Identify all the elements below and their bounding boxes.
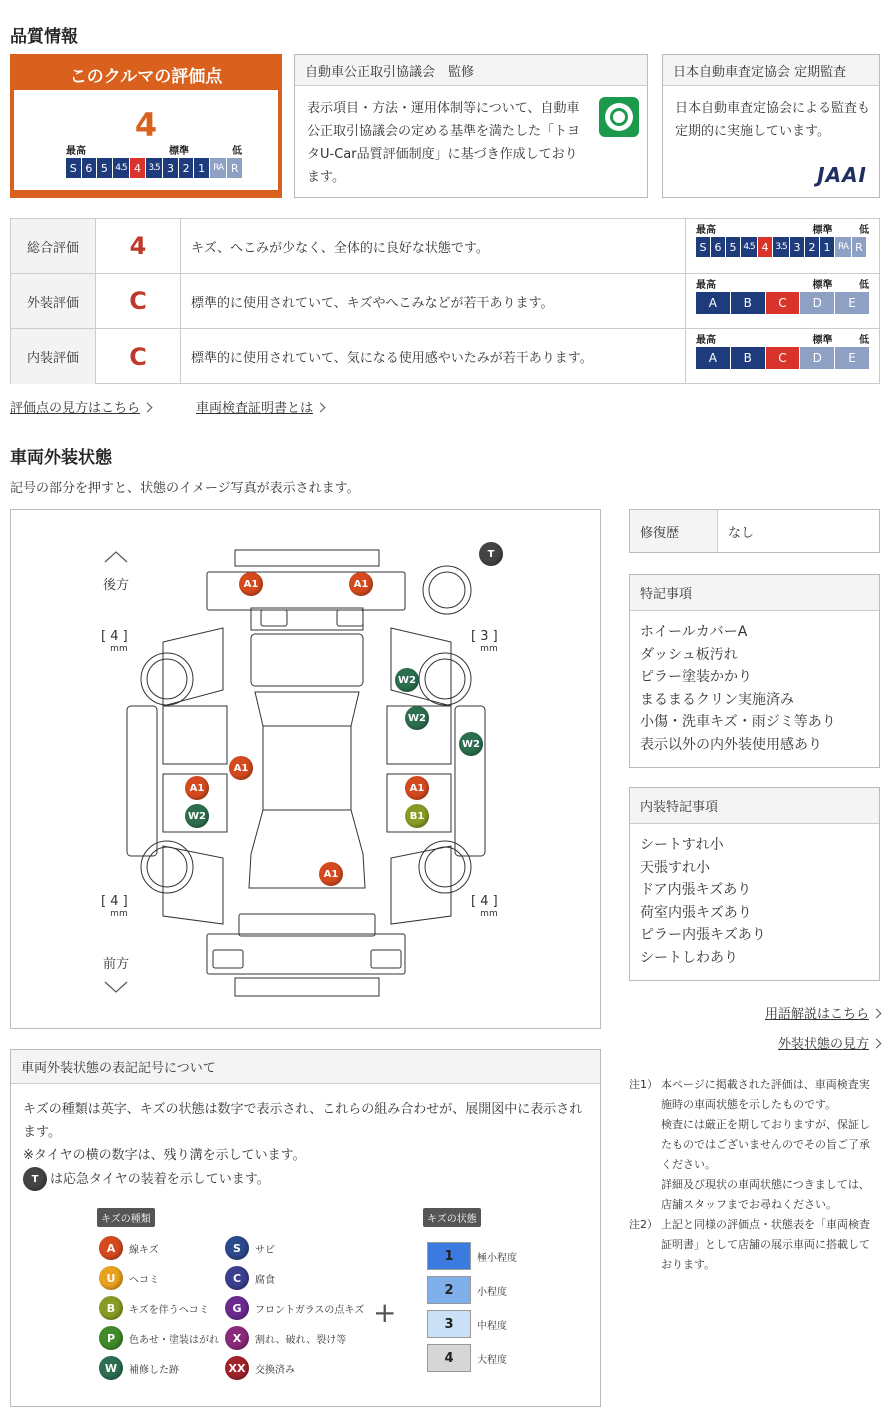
level-label: 小程度 — [477, 1286, 507, 1298]
level-badge: 1 — [427, 1242, 471, 1270]
scale-label: 標準 — [812, 280, 833, 291]
damage-marker[interactable]: W2 — [459, 732, 483, 756]
scale-cell: 2 — [179, 158, 194, 178]
scale-cell: R — [852, 237, 866, 257]
scale-label: 低 — [859, 335, 869, 346]
damage-marker[interactable]: A1 — [405, 776, 429, 800]
scale-cell: B — [731, 292, 765, 314]
spare-tire-icon: T — [23, 1167, 47, 1191]
grades-table — [10, 218, 880, 384]
type-w-icon: W — [99, 1356, 123, 1380]
scale-cell: B — [731, 347, 765, 369]
legend-body: キズの種類は英字、キズの状態は数字で表示され、これらの組み合わせが、展開図中に表示されます。 ※タイヤの横の数字は、残り溝を示しています。 T は応急タイヤの装着を示しています。 — [23, 1098, 589, 1191]
damage-marker[interactable]: A1 — [229, 756, 253, 780]
legend-type — [99, 1326, 219, 1350]
scale-cell: 4 — [758, 237, 772, 257]
grade-desc: キズ、へこみが少なく、全体的に良好な状態です。 — [181, 219, 686, 273]
scale-label: 低 — [859, 225, 869, 236]
scale-label: 最高 — [696, 280, 716, 291]
glossary-link[interactable]: 用語解説はこちら — [765, 1003, 880, 1022]
list-item: 天張すれ小 — [640, 859, 710, 876]
scale-cell: A — [696, 292, 730, 314]
scale-label: 最高 — [696, 225, 716, 236]
special-title: 特記事項 — [630, 575, 879, 611]
damage-marker[interactable]: W2 — [185, 804, 209, 828]
scale-cell: 3.5 — [146, 158, 163, 178]
scale-cell: D — [800, 347, 834, 369]
legend-type — [99, 1356, 179, 1380]
type-p-icon: P — [99, 1326, 123, 1350]
assoc-body: 表示項目・方法・運用体制等について、自動車公正取引協議会の定める基準を満たした「トヨタU-Car品質評価制度」に基づき作成しております。 — [307, 101, 581, 185]
repair-label: 修復歴 — [630, 510, 718, 552]
special-box — [629, 574, 880, 768]
score-card — [10, 54, 282, 198]
legend-type — [99, 1266, 159, 1290]
interior-box — [629, 787, 880, 981]
list-item: ピラー塗装かかり — [640, 669, 752, 685]
scale-cell: 1 — [194, 158, 209, 178]
type-xx-icon: XX — [225, 1356, 249, 1380]
list-item: ホイールカバーA — [640, 624, 748, 640]
notes: 注1） 本ページに掲載された評価は、車両検査実施時の車両状態を示したものです。 検査には厳正を期しておりますが、保証したものではございませんのでその旨ご了承ください。 詳細及び現状の車両状態につきましては、店舗スタッフまでお尋ねください。 注2） 上記と同様の評価点・状態表を「車両検査証明書」として店舗の展示車両に搭載しております。 — [629, 1078, 870, 1271]
level-badge: 3 — [427, 1310, 471, 1338]
tread-front-left: [ 4 ] mm — [101, 894, 128, 919]
exterior-subtitle: 記号の部分を押すと、状態のイメージ写真が表示されます。 — [10, 481, 360, 496]
scale-cell: 1 — [820, 237, 834, 257]
legend-type — [225, 1356, 295, 1380]
score-value: 4 — [134, 106, 158, 144]
scale-cell: E — [835, 347, 869, 369]
score-scale — [66, 158, 242, 178]
damage-marker[interactable]: W2 — [405, 706, 429, 730]
grade-desc: 標準的に使用されていて、キズやへこみなどが若干あります。 — [181, 274, 686, 328]
grade-desc: 標準的に使用されていて、気になる使用感やいたみが若干あります。 — [181, 329, 686, 384]
chevron-right-icon — [143, 403, 153, 413]
legend-type — [99, 1236, 159, 1260]
grade-label: 総合評価 — [11, 219, 96, 273]
legend-box — [10, 1049, 601, 1407]
list-item: まるまるクリン実施済み — [640, 691, 794, 708]
type-x-icon: X — [225, 1326, 249, 1350]
list-item: 小傷・洗車キズ・雨ジミ等あり — [640, 714, 836, 730]
level-badge: 2 — [427, 1276, 471, 1304]
level-label: 極小程度 — [477, 1252, 517, 1264]
list-item: 表示以外の内外装使用感あり — [640, 736, 822, 753]
chevron-right-icon — [316, 403, 326, 413]
list-item: ドア内張キズあり — [640, 882, 752, 898]
type-b-icon: B — [99, 1296, 123, 1320]
grade-scale — [686, 274, 879, 328]
scale-cell: S — [696, 237, 710, 257]
scale-cell: 4 — [130, 158, 145, 178]
grade-label: 内装評価 — [11, 329, 96, 384]
level-label: 大程度 — [477, 1354, 507, 1366]
grade-scale-labels — [696, 280, 869, 292]
damage-marker[interactable]: W2 — [395, 668, 419, 692]
type-label: 割れ、破れ、裂け等 — [255, 1334, 347, 1346]
type-label: 補修した跡 — [129, 1364, 179, 1376]
scale-label: 標準 — [812, 225, 833, 236]
state-tag: キズの状態 — [423, 1208, 481, 1227]
grade-value: C — [96, 274, 181, 328]
legend-type — [225, 1266, 275, 1290]
type-g-icon: G — [225, 1296, 249, 1320]
damage-marker[interactable]: A1 — [239, 572, 263, 596]
interior-title: 内装特記事項 — [630, 788, 879, 824]
scale-cell: 2 — [805, 237, 819, 257]
repair-value: なし — [728, 525, 755, 541]
grade-label: 外装評価 — [11, 274, 96, 328]
scale-cell: 6 — [711, 237, 725, 257]
assoc-logo-icon — [599, 97, 639, 137]
list-item: ダッシュ板汚れ — [640, 646, 738, 663]
scale-labels: 最高 標準 低 — [66, 146, 242, 157]
grade-row — [11, 219, 879, 274]
scale-cell: 3.5 — [773, 237, 789, 257]
spare-tire-marker: T — [479, 542, 503, 566]
car-diagram — [10, 509, 601, 1029]
scale-cell: 3 — [790, 237, 804, 257]
damage-marker[interactable]: B1 — [405, 804, 429, 828]
level-badge: 4 — [427, 1344, 471, 1372]
legend-level — [427, 1242, 517, 1270]
type-c-icon: C — [225, 1266, 249, 1290]
repair-history — [629, 509, 880, 553]
scale-cell: A — [696, 347, 730, 369]
type-label: 交換済み — [255, 1364, 295, 1376]
scale-cell: C — [766, 292, 800, 314]
scale-cell: 5 — [97, 158, 112, 178]
chevron-down-icon — [105, 982, 127, 992]
scale-cell: D — [800, 292, 834, 314]
assoc-title: 自動車公正取引協議会 監修 — [295, 55, 647, 86]
scale-cell: C — [766, 347, 800, 369]
type-u-icon: U — [99, 1266, 123, 1290]
scale-cell: 6 — [82, 158, 97, 178]
type-s-icon: S — [225, 1236, 249, 1260]
damage-marker[interactable]: A1 — [319, 862, 343, 886]
scale-cell: 5 — [726, 237, 740, 257]
score-card-title: このクルマの評価点 — [69, 66, 223, 87]
damage-marker[interactable]: A1 — [349, 572, 373, 596]
special-list — [630, 611, 879, 756]
grade-value: C — [96, 329, 181, 384]
jaai-logo: JAAI — [817, 163, 867, 187]
legend-level — [427, 1276, 507, 1304]
exterior-title: 車両外装状態 — [10, 448, 112, 468]
list-item: シートすれ小 — [640, 837, 724, 853]
grade-row — [11, 329, 879, 384]
scale-cell: 4.5 — [741, 237, 757, 257]
quality-title: 品質情報 — [10, 27, 78, 47]
score-guide-link[interactable]: 評価点の見方はこちら — [10, 397, 151, 416]
grade-row — [11, 274, 879, 329]
scale-cell: RA — [835, 237, 851, 257]
legend-title: 車両外装状態の表記記号について — [11, 1050, 600, 1084]
legend-level — [427, 1310, 507, 1338]
grade-scale-row — [696, 292, 869, 314]
jaai-box — [662, 54, 880, 198]
tread-rear-left: [ 4 ] mm — [101, 629, 128, 654]
jaai-body: 日本自動車査定協会による監査も定期的に実施しています。 — [675, 101, 871, 139]
scale-cell: R — [227, 158, 242, 178]
car-outline — [11, 510, 602, 1030]
scale-cell: E — [835, 292, 869, 314]
tread-front-right: [ 4 ] mm — [471, 894, 498, 919]
level-label: 中程度 — [477, 1320, 507, 1332]
damage-marker[interactable]: A1 — [185, 776, 209, 800]
scale-cell: 4.5 — [113, 158, 130, 178]
scale-cell: 3 — [163, 158, 178, 178]
chevron-up-icon — [105, 552, 127, 562]
scale-cell: S — [66, 158, 81, 178]
list-item: ピラー内張キズあり — [640, 927, 766, 943]
front-label: 前方 — [103, 957, 130, 972]
type-label: サビ — [255, 1244, 275, 1256]
type-label: キズを伴うヘコミ — [129, 1304, 209, 1316]
list-item: シートしわあり — [640, 949, 738, 966]
grade-scale-labels — [696, 335, 869, 347]
rear-label: 後方 — [103, 578, 130, 593]
interior-list — [630, 824, 879, 969]
exterior-guide-link[interactable]: 外装状態の見方 — [778, 1033, 880, 1052]
grade-scale-row — [696, 237, 869, 257]
grade-value: 4 — [96, 219, 181, 273]
legend-type — [225, 1326, 346, 1350]
grade-scale — [686, 219, 879, 273]
tread-rear-right: [ 3 ] mm — [471, 629, 498, 654]
legend-type — [225, 1296, 364, 1320]
legend-type — [225, 1236, 275, 1260]
legend-type — [99, 1296, 209, 1320]
type-a-icon: A — [99, 1236, 123, 1260]
scale-label: 標準 — [812, 335, 833, 346]
list-item: 荷室内張キズあり — [640, 904, 752, 921]
scale-label: 低 — [859, 280, 869, 291]
type-label: ヘコミ — [129, 1274, 159, 1286]
chevron-right-icon — [872, 1009, 882, 1019]
scale-label: 最高 — [696, 335, 716, 346]
cert-link[interactable]: 車両検査証明書とは — [196, 397, 324, 416]
grade-scale-labels — [696, 225, 869, 237]
chevron-right-icon — [872, 1039, 882, 1049]
type-label: 腐食 — [255, 1274, 275, 1286]
legend-level — [427, 1344, 507, 1372]
type-tag: キズの種類 — [97, 1208, 155, 1227]
type-label: 色あせ・塗装はがれ — [129, 1334, 219, 1346]
grade-scale — [686, 329, 879, 384]
type-label: 線キズ — [129, 1244, 159, 1256]
type-label: フロントガラスの点キズ — [255, 1304, 365, 1316]
assoc-box — [294, 54, 648, 198]
grade-scale-row — [696, 347, 869, 369]
jaai-title: 日本自動車査定協会 定期監査 — [663, 55, 879, 86]
scale-cell: RA — [210, 158, 227, 178]
plus-icon: + — [373, 1296, 397, 1329]
